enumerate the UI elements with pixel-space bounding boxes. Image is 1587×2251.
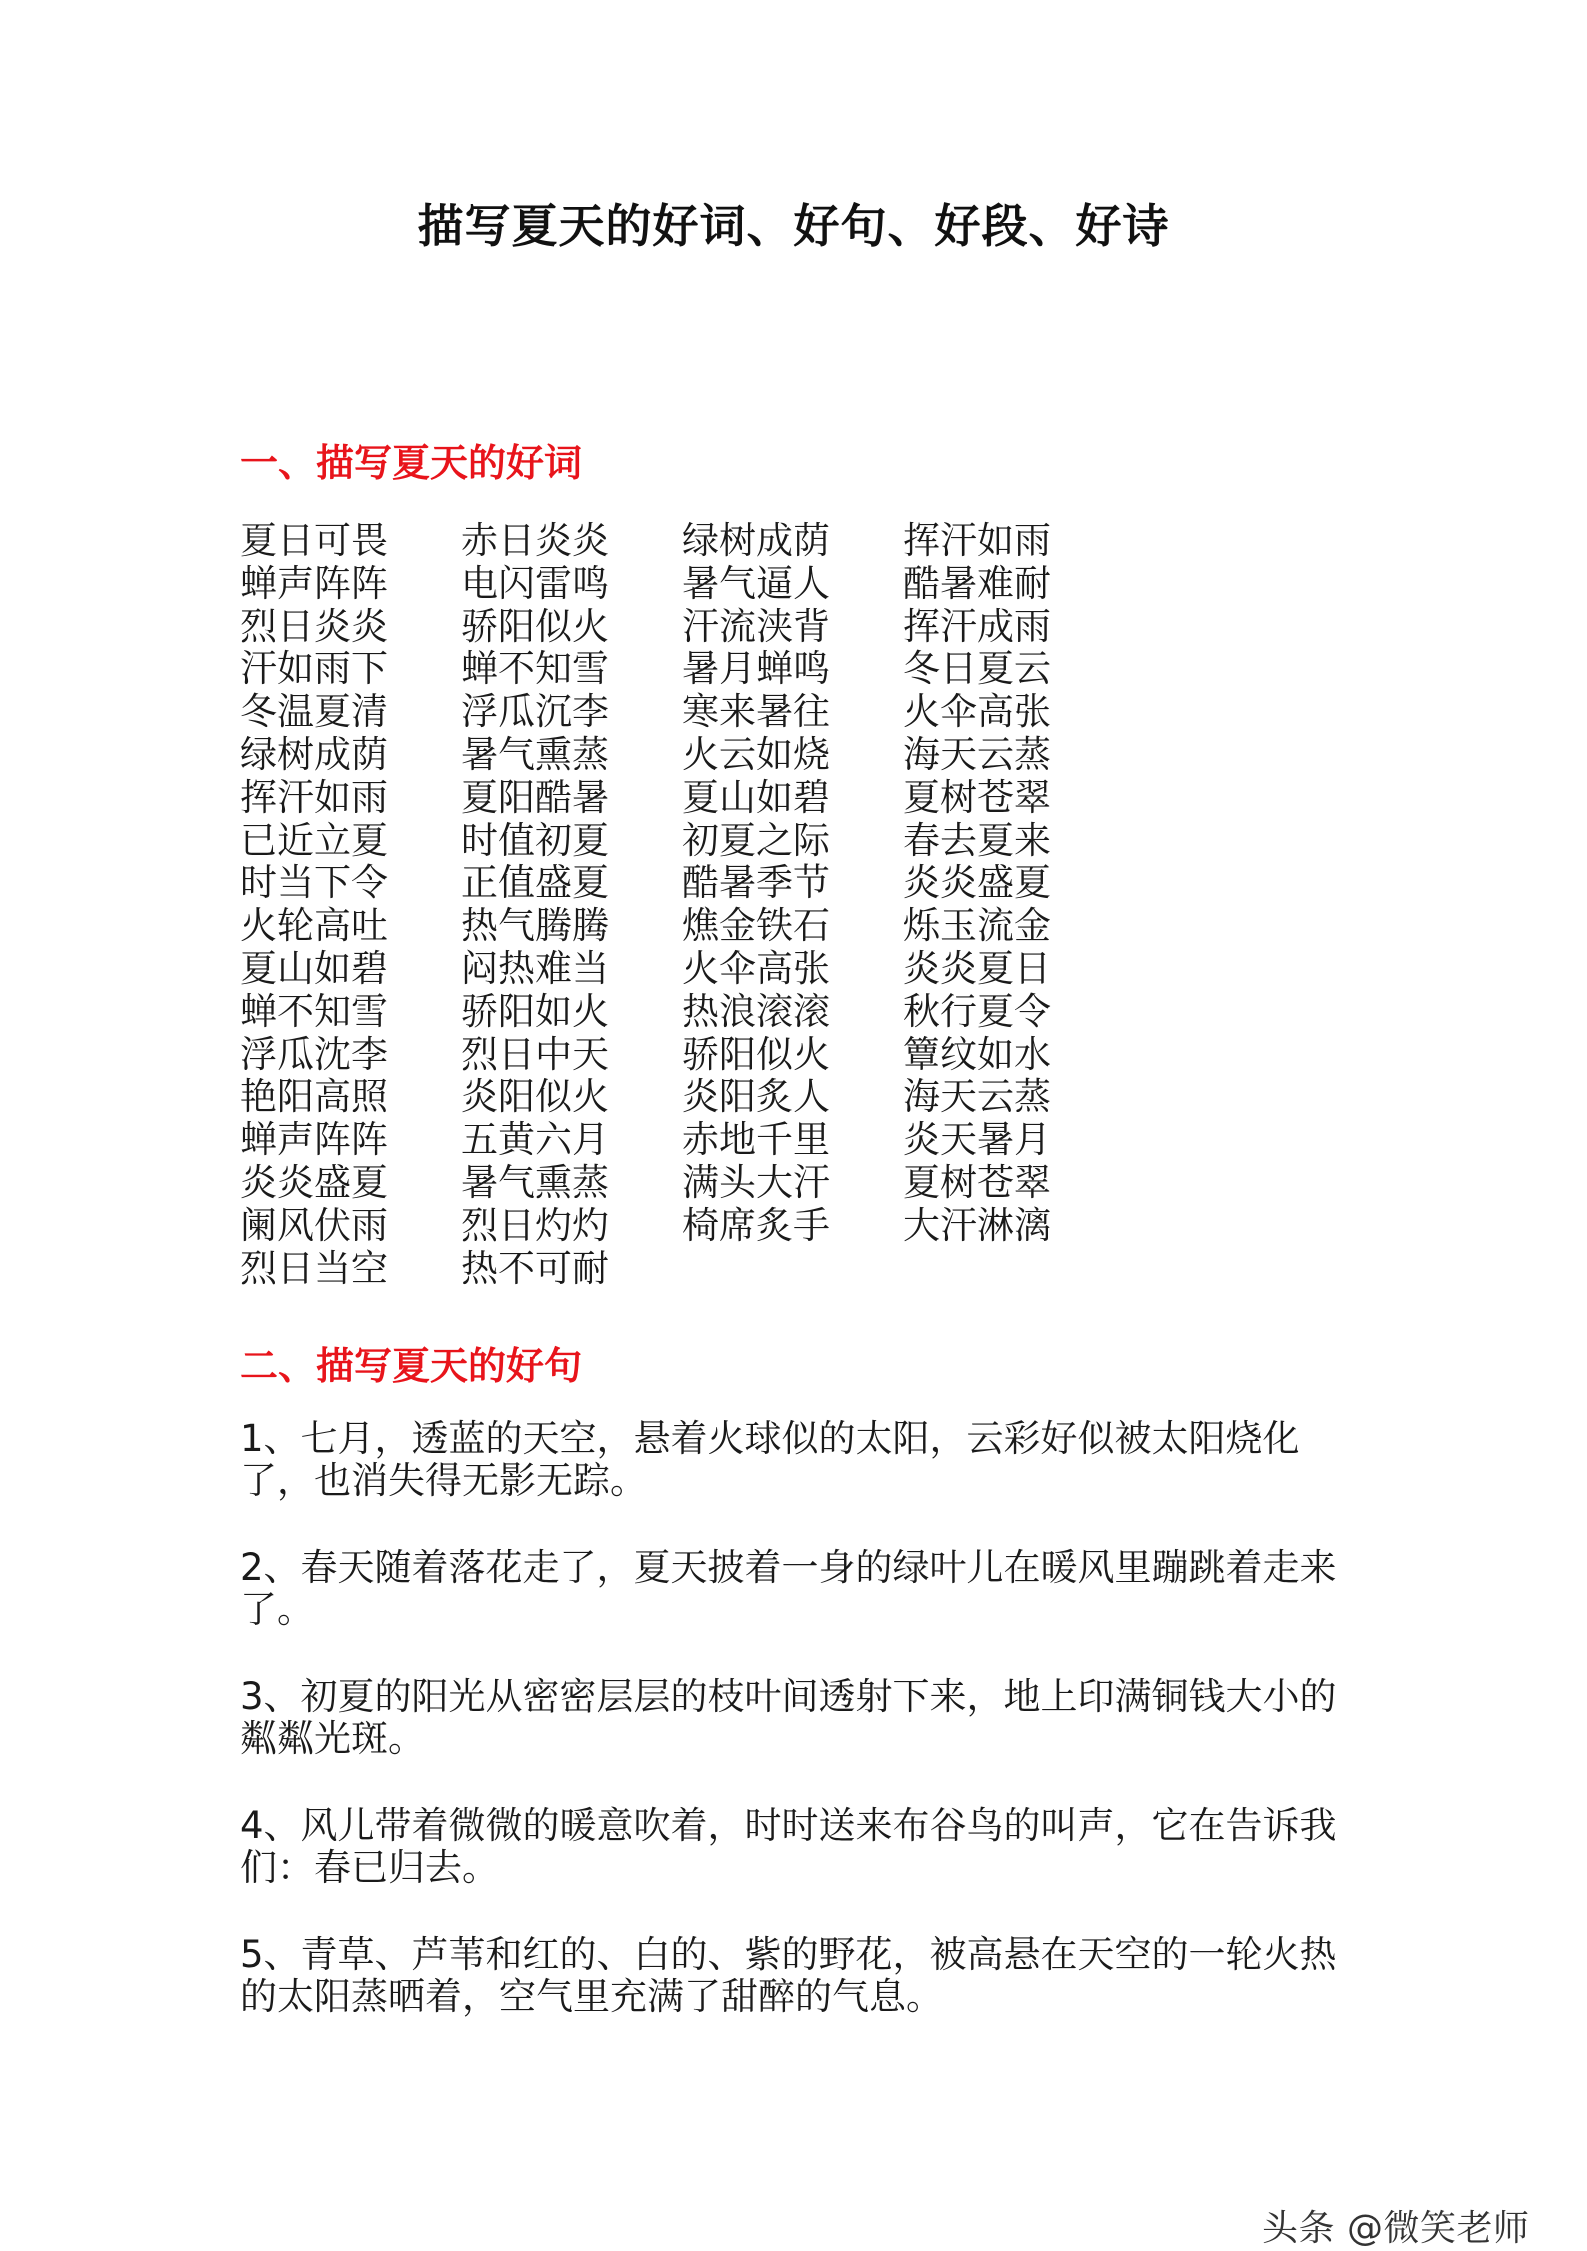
word-item: 暑气逼人 (682, 561, 830, 605)
word-item: 挥汗如雨 (903, 519, 1051, 562)
word-item: 艳阳高照 (240, 1075, 388, 1119)
word-item: 海天云蒸 (903, 732, 1051, 776)
word-item: 炎炎盛夏 (240, 1160, 388, 1204)
word-item: 蝉声阵阵 (240, 561, 388, 605)
page-title: 描写夏天的好词、好句、好段、好诗 (417, 199, 1170, 253)
word-item: 酷暑难耐 (903, 561, 1051, 605)
word-item: 电闪雷鸣 (461, 561, 609, 605)
word-item: 夏树苍翠 (903, 775, 1051, 819)
section-heading-words: 一、描写夏天的好词 (240, 441, 583, 485)
word-item: 热浪滚滚 (682, 989, 830, 1033)
word-item: 寒来暑往 (682, 690, 830, 734)
word-item: 冬温夏清 (240, 690, 388, 734)
word-item: 烈日炎炎 (240, 604, 388, 648)
word-item: 春去夏来 (903, 818, 1051, 862)
word-item: 烁玉流金 (903, 904, 1051, 948)
sentence-item: 3、初夏的阳光从密密层层的枝叶间透射下来，地上印满铜钱大小的粼粼光斑。 (240, 1675, 1337, 1760)
word-item: 蝉声阵阵 (240, 1118, 388, 1162)
word-item: 烈日灼灼 (461, 1203, 609, 1247)
sentence-list (240, 1418, 1360, 2063)
word-item: 初夏之际 (682, 818, 830, 862)
word-item: 赤地千里 (682, 1118, 830, 1162)
word-item: 火伞高张 (903, 690, 1051, 734)
word-item: 夏山如碧 (682, 775, 830, 819)
word-grid (240, 520, 1200, 1290)
sentence-item: 4、风儿带着微微的暖意吹着，时时送来布谷鸟的叫声，它在告诉我们：春已归去。 (240, 1804, 1337, 1889)
word-item: 骄阳似火 (682, 1032, 830, 1076)
word-item: 夏日可畏 (240, 519, 388, 562)
word-item: 烈日中天 (461, 1032, 609, 1076)
word-item: 烈日当空 (240, 1246, 388, 1290)
word-item: 火轮高吐 (240, 904, 388, 948)
word-item: 挥汗成雨 (903, 604, 1051, 648)
watermark: 头条 @微笑老师 (1262, 2208, 1530, 2249)
word-item (682, 1248, 903, 1291)
word-item: 海天云蒸 (903, 1075, 1051, 1119)
word-item: 簟纹如水 (903, 1032, 1051, 1076)
word-item: 酷暑季节 (682, 861, 830, 905)
word-item: 浮瓜沉李 (461, 690, 609, 734)
word-item: 夏山如碧 (240, 946, 388, 990)
word-item: 阑风伏雨 (240, 1203, 388, 1247)
word-item: 时值初夏 (461, 818, 609, 862)
word-item: 浮瓜沈李 (240, 1032, 388, 1076)
word-item: 暑气熏蒸 (461, 1160, 609, 1204)
word-item: 炎炎夏日 (903, 946, 1051, 990)
word-item (903, 1248, 1124, 1291)
word-item: 热气腾腾 (461, 904, 609, 948)
word-item: 炎天暑月 (903, 1118, 1051, 1162)
word-item: 冬日夏云 (903, 647, 1051, 691)
word-item: 赤日炎炎 (461, 519, 609, 562)
word-item: 满头大汗 (682, 1160, 830, 1204)
word-item: 大汗淋漓 (903, 1203, 1051, 1247)
word-item: 蝉不知雪 (240, 989, 388, 1033)
word-item: 炎阳似火 (461, 1075, 609, 1119)
word-item: 五黄六月 (461, 1118, 609, 1162)
section-heading-sentences: 二、描写夏天的好句 (240, 1344, 583, 1388)
word-item: 已近立夏 (240, 818, 388, 862)
word-item: 夏树苍翠 (903, 1160, 1051, 1204)
word-item: 火云如烧 (682, 732, 830, 776)
word-item: 挥汗如雨 (240, 775, 388, 819)
word-item: 炎炎盛夏 (903, 861, 1051, 905)
word-item: 蝉不知雪 (461, 647, 609, 691)
word-item: 绿树成荫 (682, 519, 830, 562)
sentence-item: 2、春天随着落花走了，夏天披着一身的绿叶儿在暖风里蹦跳着走来了。 (240, 1546, 1337, 1631)
word-item: 热不可耐 (461, 1246, 609, 1290)
word-item: 炎阳炙人 (682, 1075, 830, 1119)
word-item: 汗流浃背 (682, 604, 830, 648)
sentence-item: 1、七月，透蓝的天空，悬着火球似的太阳，云彩好似被太阳烧化了，也消失得无影无踪。 (240, 1417, 1300, 1502)
word-item: 燋金铁石 (682, 904, 830, 948)
word-item: 夏阳酷暑 (461, 775, 609, 819)
sentence-item: 5、青草、芦苇和红的、白的、紫的野花，被高悬在天空的一轮火热的太阳蒸晒着，空气里充满了甜醉的气息。 (240, 1933, 1337, 2018)
word-item: 汗如雨下 (240, 647, 388, 691)
word-item: 椅席炙手 (682, 1203, 830, 1247)
word-item: 骄阳似火 (461, 604, 609, 648)
word-item: 骄阳如火 (461, 989, 609, 1033)
word-item: 火伞高张 (682, 946, 830, 990)
word-item: 绿树成荫 (240, 732, 388, 776)
word-item: 暑气熏蒸 (461, 732, 609, 776)
word-item: 闷热难当 (461, 946, 609, 990)
word-item: 时当下令 (240, 861, 388, 905)
word-item: 正值盛夏 (461, 861, 609, 905)
word-item: 秋行夏令 (903, 989, 1051, 1033)
word-item: 暑月蝉鸣 (682, 647, 830, 691)
